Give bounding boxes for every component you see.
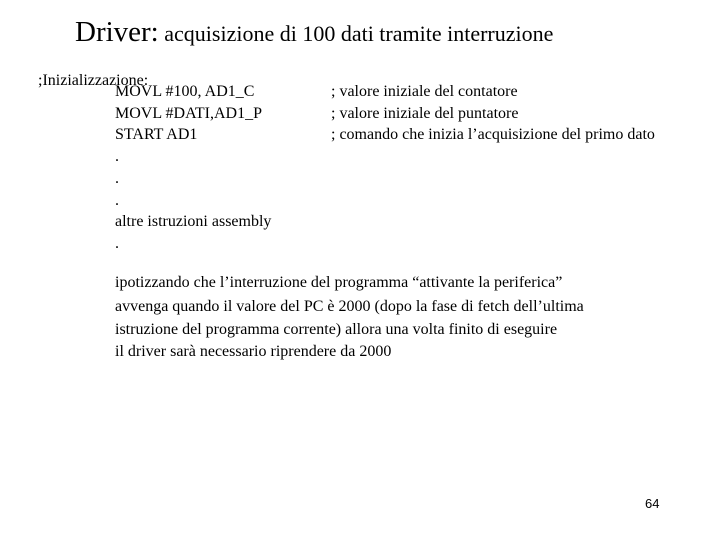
code-instruction-2: MOVL #DATI,AD1_P [115,105,262,122]
explanation-line-3: istruzione del programma corrente) allora una volta finito di eseguire [115,321,558,338]
section-label: ;Inizializzazione: [38,72,149,89]
explanation-line-4: il driver sarà necessario riprendere da 2000 [115,343,392,360]
code-instruction-1: MOVL #100, AD1_C [115,83,255,100]
other-instructions: altre istruzioni assembly [115,213,272,230]
page-number: 64 [645,496,660,511]
title-main: Driver: [75,16,159,48]
final-dot: . [115,235,119,252]
code-comment-1: ; valore iniziale del contatore [331,83,518,100]
explanation-line-1: ipotizzando che l’interruzione del programma “attivante la periferica” [115,274,563,291]
title-subtitle: acquisizione di 100 dati tramite interruzione [158,21,554,46]
ellipsis-dot-1: . [115,148,119,165]
code-comment-3: ; comando che inizia l’acquisizione del primo dato [331,126,655,143]
code-instruction-3: START AD1 [115,126,198,143]
code-comment-2: ; valore iniziale del puntatore [331,105,519,122]
ellipsis-dot-2: . [115,170,119,187]
ellipsis-dot-3: . [115,192,119,209]
slide-title [75,18,553,47]
explanation-line-2: avvenga quando il valore del PC è 2000 (dopo la fase di fetch dell’ultima [115,298,584,315]
